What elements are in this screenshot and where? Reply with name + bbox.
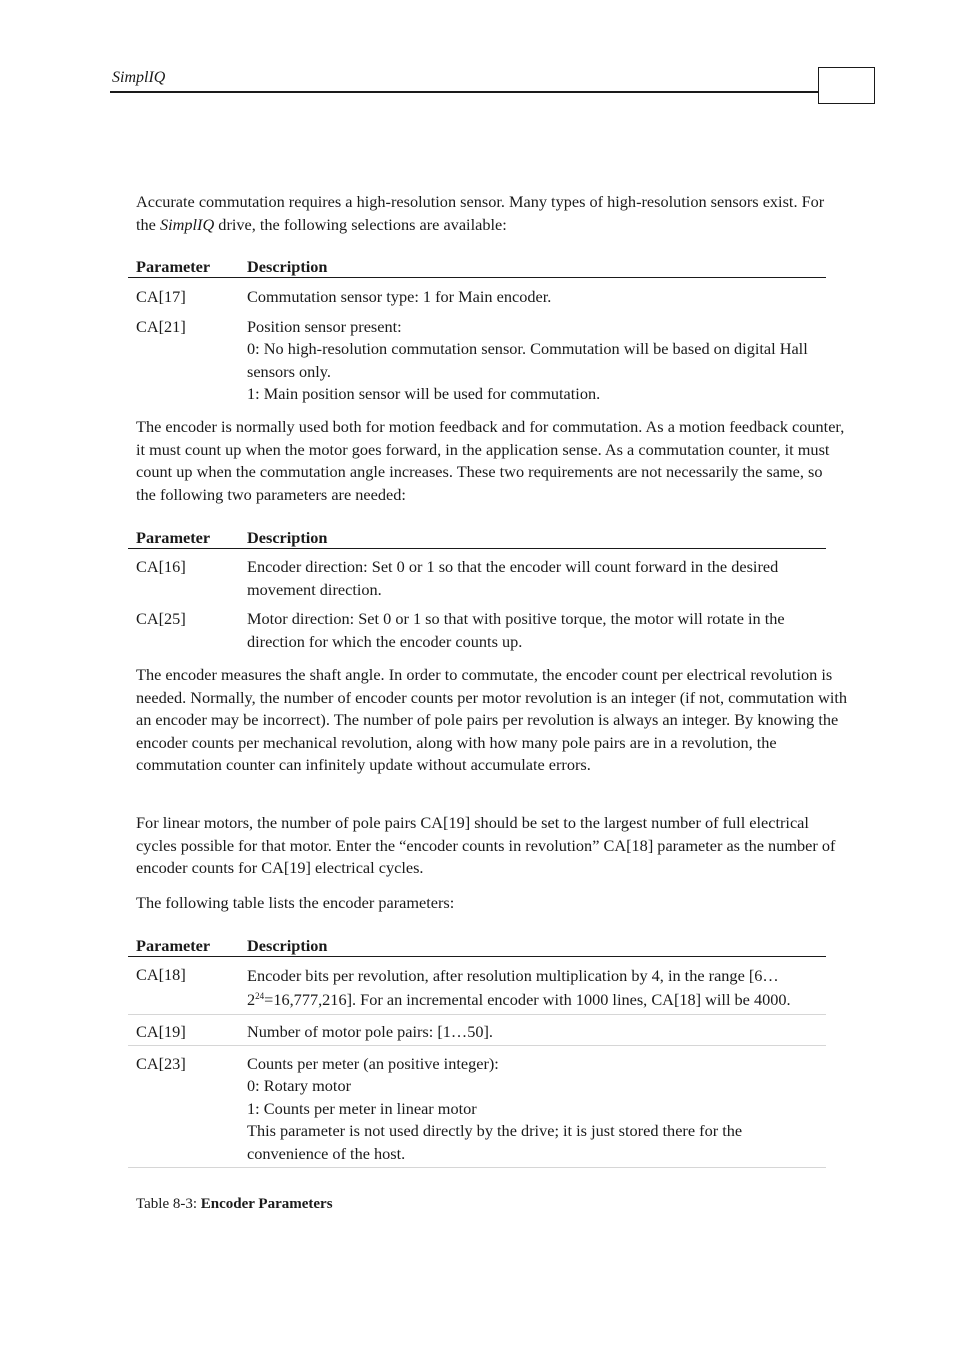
param-cell: CA[16] bbox=[136, 557, 186, 576]
header-description: Description bbox=[247, 528, 328, 547]
intro-text-2: drive, the following selections are available: bbox=[214, 214, 507, 234]
header-description: Description bbox=[247, 936, 328, 955]
header-description: Description bbox=[247, 257, 328, 276]
description-line: 0: Rotary motor bbox=[247, 1076, 352, 1096]
description-line: Position sensor present: bbox=[247, 316, 402, 336]
table-row bbox=[128, 601, 826, 653]
param-cell: CA[19] bbox=[136, 1022, 186, 1041]
header-parameter: Parameter bbox=[136, 528, 211, 547]
intro-paragraph bbox=[136, 191, 846, 236]
table-caption bbox=[136, 1194, 333, 1214]
header-parameter: Parameter bbox=[136, 257, 211, 276]
description-cell bbox=[247, 286, 826, 309]
description-cell bbox=[247, 1053, 826, 1166]
description-line: This parameter is not used directly by the drive; it is just stored there for the convenience of the host. bbox=[247, 1121, 743, 1163]
intro-text-1: Accurate commutation requires a high-resolution sensor. Many types of high-resolution sensors exist. For the bbox=[136, 192, 825, 234]
encoder-parameter-table bbox=[128, 935, 826, 1168]
exponent: 24 bbox=[255, 991, 265, 1001]
table-header bbox=[128, 527, 826, 549]
table-row bbox=[128, 1046, 826, 1168]
param-cell: CA[23] bbox=[136, 1053, 186, 1073]
description-line: 1: Main position sensor will be used for commutation. bbox=[247, 384, 601, 404]
param-cell: CA[18] bbox=[136, 965, 186, 984]
param-cell: CA[25] bbox=[136, 609, 186, 629]
page-number-box bbox=[818, 67, 875, 104]
table-row bbox=[128, 549, 826, 601]
header-rule bbox=[110, 91, 818, 93]
body-paragraph: For linear motors, the number of pole pairs CA[19] should be set to the largest number of full electrical cycles possible for that motor. Enter the “encoder counts in revolution” CA[18] parameter as the number of encoder counts for CA[19] electrical cycles. bbox=[136, 813, 836, 878]
description-cell bbox=[247, 316, 826, 406]
caption-prefix: Table 8-3: bbox=[136, 1196, 201, 1212]
param-cell: CA[17] bbox=[136, 287, 186, 306]
table-row bbox=[128, 278, 826, 309]
description-line: Commutation sensor type: 1 for Main encoder. bbox=[247, 287, 552, 306]
description-cell: Encoder direction: Set 0 or 1 so that the encoder will count forward in the desired movement direction. bbox=[247, 557, 779, 599]
caption-title: Encoder Parameters bbox=[200, 1196, 333, 1212]
param-cell: CA[21] bbox=[136, 316, 186, 336]
table-header bbox=[128, 256, 826, 278]
body-paragraph: The encoder is normally used both for motion feedback and for commutation. As a motion feedback counter, it must count up when the motor goes forward, in the application sense. As a commutation counter, it must count up when the commutation angle increases. These two requirements are not necessarily the same, so the following two parameters are needed: bbox=[136, 417, 845, 504]
header-parameter: Parameter bbox=[136, 936, 211, 955]
table-row bbox=[128, 957, 826, 1015]
body-paragraph: The following table lists the encoder parameters: bbox=[136, 893, 455, 912]
description-cell: Motor direction: Set 0 or 1 so that with positive torque, the motor will rotate in the direction for which the encoder counts up. bbox=[247, 609, 785, 651]
description-cell bbox=[247, 964, 826, 1012]
direction-parameter-table bbox=[128, 527, 826, 653]
intro-product-name: SimplIQ bbox=[159, 214, 215, 234]
description-line: 1: Counts per meter in linear motor bbox=[247, 1098, 477, 1118]
table-header bbox=[128, 935, 826, 957]
description-line: Counts per meter (an positive integer): bbox=[247, 1053, 499, 1073]
sensor-parameter-table bbox=[128, 256, 826, 406]
running-header-title: SimplIQ bbox=[112, 69, 166, 86]
description-text: Encoder bits per revolution, after resolution multiplication by 4, in the range [6…2 bbox=[247, 966, 779, 1009]
description-line: 0: No high-resolution commutation sensor. Commutation will be based on digital Hall sensors only. bbox=[247, 339, 808, 381]
description-cell: Number of motor pole pairs: [1…50]. bbox=[247, 1022, 493, 1041]
table-row bbox=[128, 1015, 826, 1046]
body-paragraph: The encoder measures the shaft angle. In order to commutate, the encoder count per electrical revolution is needed. Normally, the number of encoder counts per motor revolution is an integer (if not, commutation with an encoder may be incorrect). The number of pole pairs per revolution is always an integer. By knowing the encoder counts per mechanical revolution, along with how many pole pairs are in a revolution, the commutation counter can infinitely update without accumulate errors. bbox=[136, 665, 848, 775]
description-text: =16,777,216]. For an incremental encoder with 1000 lines, CA[18] will be 4000. bbox=[264, 990, 791, 1009]
table-row bbox=[128, 309, 826, 406]
